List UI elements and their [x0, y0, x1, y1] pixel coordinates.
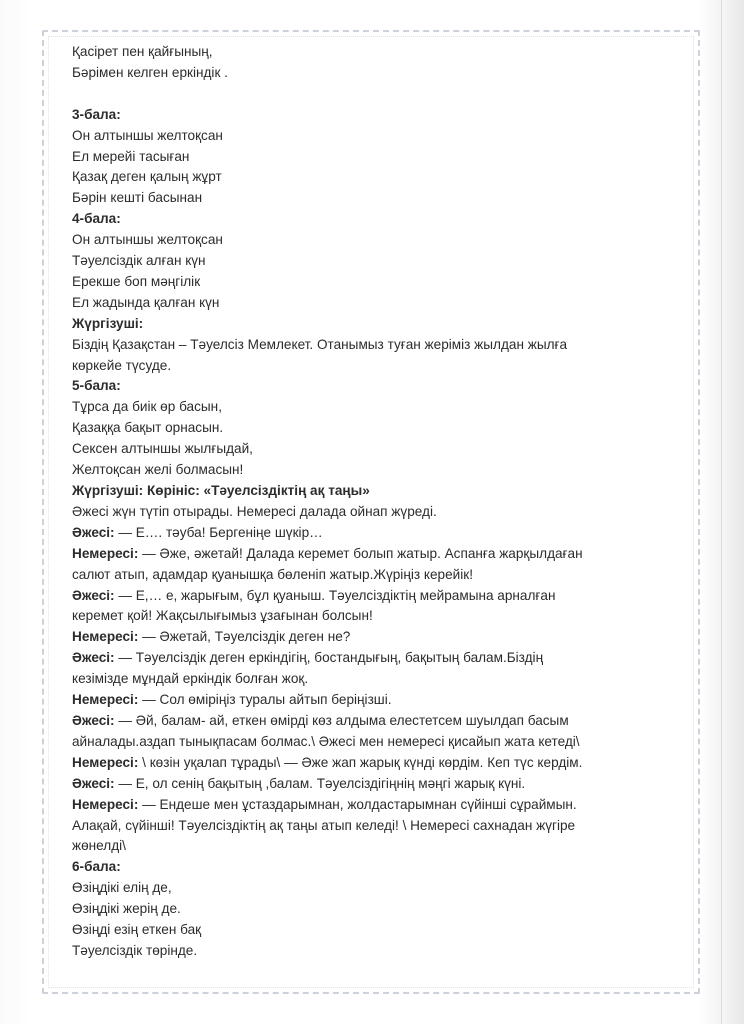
line-text: — Тәуелсіздік деген еркіндігің, бостандығың, бақытың балам.Біздің [114, 650, 544, 666]
line-text: Бәрімен келген еркіндік . [72, 64, 228, 80]
line-text: салют атып, адамдар қуанышқа бөленіп жатыр.Жүріңіз керейік! [72, 566, 473, 582]
line-text: — Сол өміріңіз туралы айтып беріңізші. [138, 692, 392, 708]
text-line [72, 63, 672, 84]
text-line [72, 606, 672, 627]
text-line [72, 899, 672, 920]
line-text: Ел жадында қалған күн [72, 294, 220, 310]
text-line [72, 523, 672, 544]
text-line [72, 816, 672, 837]
text-line [72, 335, 672, 356]
text-line [72, 376, 672, 397]
text-line [72, 711, 672, 732]
line-text: Өзіңдікі жерің де. [72, 901, 181, 917]
line-text: Өзіңді езің еткен бақ [72, 922, 202, 938]
speaker-label: 4-бала: [72, 211, 121, 227]
text-line [72, 42, 672, 63]
text-line [72, 481, 672, 502]
line-text: Он алтыншы желтоқсан [72, 232, 223, 248]
speaker-label: Әжесі: [72, 775, 115, 791]
blank-line [72, 84, 672, 105]
text-line [72, 795, 672, 816]
line-text: Әжесі жүн түтіп отырады. Немересі далада ойнап жүреді. [72, 503, 437, 519]
line-text: Сексен алтыншы жылғыдай, [72, 441, 253, 457]
line-text: көркейе түсуде. [72, 357, 172, 373]
text-line [72, 753, 672, 774]
text-line [72, 648, 672, 669]
speaker-label: Жүргізуші: Көрініс: «Тәуелсіздіктің ақ таңы» [72, 483, 370, 499]
text-line [72, 586, 672, 607]
text-line [72, 732, 672, 753]
line-text: Тәуелсіздік алған күн [72, 253, 206, 269]
text-line [72, 439, 672, 460]
line-text: Біздің Қазақстан – Тәуелсіз Мемлекет. Отанымыз туған жеріміз жылдан жылға [72, 336, 568, 352]
speaker-label: Әжесі: [72, 587, 115, 603]
speaker-label: 6-бала: [72, 859, 121, 875]
text-line [72, 209, 672, 230]
line-text: кезімізде мұндай еркіндік болған жоқ. [72, 671, 309, 687]
script-text [72, 42, 672, 962]
text-line [72, 314, 672, 335]
text-line [72, 230, 672, 251]
text-line [72, 126, 672, 147]
text-line [72, 565, 672, 586]
text-line [72, 627, 672, 648]
line-text: \ көзін уқалап тұрады\ — Әже жап жарық күнді көрдім. Кеп түс кердім. [138, 754, 583, 770]
line-text: — Е,… е, жарығым, бұл қуаныш. Тәуелсіздіктің мейрамына арналған [114, 587, 556, 603]
text-line [72, 293, 672, 314]
text-line [72, 147, 672, 168]
line-text: керемет қой! Жақсылығымыз ұзағынан болсын! [72, 608, 373, 624]
speaker-label: Немересі: [72, 629, 139, 645]
line-text: — Е, ол сенің бақытың ,балам. Тәуелсіздігіңнің мәңгі жарық күні. [114, 775, 526, 791]
speaker-label: Немересі: [72, 545, 139, 561]
text-line [72, 460, 672, 481]
line-text: Тұрса да биік өр басын, [72, 399, 222, 415]
text-line [72, 836, 672, 857]
text-line [72, 690, 672, 711]
text-line [72, 941, 672, 962]
text-line [72, 502, 672, 523]
text-line [72, 920, 672, 941]
line-text: Тәуелсіздік төрінде. [72, 942, 198, 958]
line-text: Қазаққа бақыт орнасын. [72, 420, 224, 436]
line-text: Өзіңдікі елің де, [72, 880, 172, 896]
speaker-label: Әжесі: [72, 712, 115, 728]
text-line [72, 272, 672, 293]
line-text: — Ендеше мен ұстаздарымнан, жолдастарымнан сүйінші сұраймын. [138, 796, 577, 812]
page-edge-shadow [721, 0, 744, 1024]
line-text: Қазақ деген қалың жұрт [72, 169, 222, 185]
line-text: жөнелді\ [72, 838, 126, 854]
line-text: Қасірет пен қайғының, [72, 44, 213, 59]
text-line [72, 397, 672, 418]
speaker-label: 5-бала: [72, 378, 121, 394]
line-text: — Е…. тәуба! Бергеніңе шүкір… [114, 524, 323, 540]
speaker-label: Немересі: [72, 796, 139, 812]
speaker-label: Немересі: [72, 692, 139, 708]
text-line [72, 188, 672, 209]
line-text: Бәрін кешті басынан [72, 190, 203, 206]
line-text: айналады.аздап тынықпасам болмас.\ Әжесі мен немересі қисайып жата кетеді\ [72, 733, 580, 749]
line-text: Он алтыншы желтоқсан [72, 127, 223, 143]
text-line [72, 167, 672, 188]
speaker-label: Немересі: [72, 754, 139, 770]
line-text: Ерекше боп мәңгілік [72, 273, 201, 289]
text-line [72, 105, 672, 126]
speaker-label: Әжесі: [72, 524, 115, 540]
line-text: — Әже, әжетай! Далада керемет болып жатыр. Аспанға жарқылдаған [138, 545, 583, 561]
text-line [72, 356, 672, 377]
speaker-label: Жүргізуші: [72, 315, 144, 331]
line-text: Ел мерейі тасыған [72, 148, 190, 164]
line-text: — Әй, балам- ай, еткен өмірді көз алдыма елестетсем шуылдап басым [114, 712, 569, 728]
text-line [72, 544, 672, 565]
text-line [72, 418, 672, 439]
line-text: — Әжетай, Тәуелсіздік деген не? [138, 629, 351, 645]
line-text: Алақай, сүйінші! Тәуелсіздіктің ақ таңы атып келеді! \ Немересі сахнадан жүгіре [72, 817, 576, 833]
speaker-label: Әжесі: [72, 650, 115, 666]
text-line [72, 857, 672, 878]
text-line [72, 774, 672, 795]
speaker-label: 3-бала: [72, 106, 121, 122]
text-line [72, 878, 672, 899]
line-text: Желтоқсан желі болмасын! [72, 462, 244, 478]
text-line [72, 669, 672, 690]
text-line [72, 251, 672, 272]
